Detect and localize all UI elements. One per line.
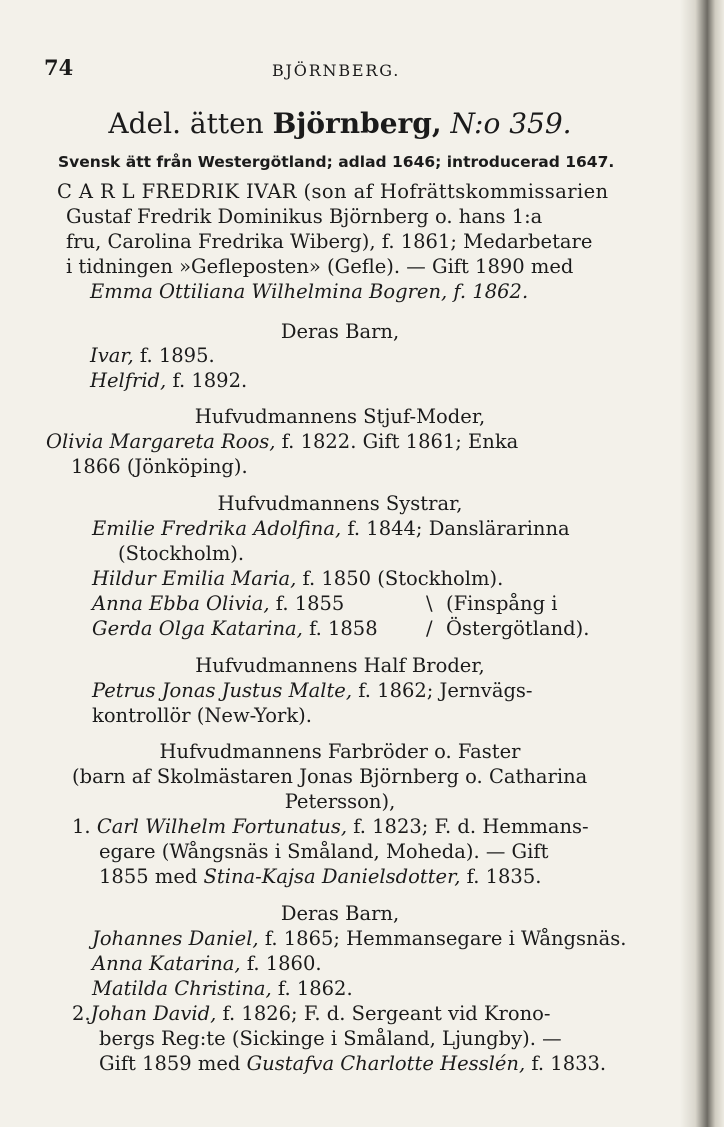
uncle-johan-line-1: [72, 1002, 551, 1026]
section-heading-half-brother: Hufvudmannens Half Broder,: [195, 654, 485, 677]
person-info: f. 1850 (Stockholm).: [296, 567, 504, 590]
person-info: f. 1823; F. d. Hemmans-: [347, 815, 589, 838]
entry-carl-line-4: i tidningen »Gefleposten» (Gefle). — Gift 1890 med: [66, 255, 574, 278]
entry-carl-line-2: Gustaf Fredrik Dominikus Björnberg o. hans 1:a: [66, 205, 543, 228]
person-name: Anna Ebba Olivia,: [92, 592, 270, 615]
uncles-subheading-2: Petersson),: [284, 790, 396, 813]
uncle-carl-line-1: [72, 815, 589, 839]
half-brother-line-2: kontrollör (New-York).: [92, 704, 312, 727]
person-name: Hildur Emilia Maria,: [92, 567, 297, 590]
sister-gerda: [92, 617, 378, 641]
section-heading-sisters: Hufvudmannens Systrar,: [217, 492, 463, 515]
uncle-johan-line-2: bergs Reg:te (Sickinge i Småland, Ljungby). —: [99, 1027, 562, 1050]
brace-bottom: /: [426, 617, 433, 640]
child-name: Anna Katarina,: [92, 952, 241, 975]
person-info: f. 1822. Gift 1861; Enka: [275, 430, 519, 453]
child-name: Helfrid,: [90, 369, 167, 392]
child-johannes: [92, 927, 626, 951]
child-birth: f. 1895.: [133, 344, 215, 367]
person-name: Emilie Fredrika Adolfina,: [92, 517, 342, 540]
section-heading-uncles: Hufvudmannens Farbröder o. Faster: [159, 740, 521, 763]
running-head: BJÖRNBERG.: [272, 61, 401, 80]
title-name: Björnberg,: [272, 107, 442, 140]
book-binding-edge: [680, 0, 724, 1127]
uncle-carl-line-2: egare (Wångsnäs i Småland, Moheda). — Gift: [99, 840, 549, 863]
sister-emilie-line-2: (Stockholm).: [118, 542, 245, 565]
uncles-subheading: (barn af Skolmästaren Jonas Björnberg o. Catharina: [72, 765, 588, 788]
entry-carl-line-1: C A R L FREDRIK IVAR (son af Hofrättskommissarien: [57, 180, 609, 203]
person-name: Petrus Jonas Justus Malte,: [92, 679, 353, 702]
person-info: f. 1844; Danslärarinna: [341, 517, 570, 540]
sister-emilie: [92, 517, 570, 541]
sister-hildur: [92, 567, 503, 591]
title-prefix: Adel. ätten: [108, 107, 273, 140]
sister-gerda-place: Östergötland).: [446, 617, 590, 640]
person-name: Olivia Margareta Roos,: [46, 430, 276, 453]
child-matilda: [92, 977, 353, 1001]
entry-carl-line-5: Emma Ottiliana Wilhelmina Bogren, f. 1862.: [90, 280, 529, 303]
person-name: Johan David,: [90, 1002, 217, 1025]
sister-anna: [92, 592, 344, 616]
person-info: f. 1833.: [525, 1052, 607, 1075]
child-name: Johannes Daniel,: [92, 927, 259, 950]
stepmother-line-2: 1866 (Jönköping).: [71, 455, 248, 478]
half-brother-line-1: [92, 679, 533, 703]
section-heading-children-2: Deras Barn,: [280, 902, 400, 925]
section-heading-stepmother: Hufvudmannens Stjuf-Moder,: [194, 405, 486, 428]
family-title: [0, 107, 680, 141]
person-name: Gustafva Charlotte Hesslén,: [246, 1052, 526, 1075]
person-info: f. 1855: [269, 592, 345, 615]
section-heading-children: Deras Barn,: [280, 320, 400, 343]
child-info: f. 1865; Hemmansegare i Wångsnäs.: [258, 927, 627, 950]
uncle-johan-line-3: [99, 1052, 606, 1076]
child-birth: f. 1892.: [166, 369, 248, 392]
entry-number: 1.: [72, 815, 91, 838]
sister-anna-place: (Finspång i: [446, 592, 558, 615]
entry-number: 2.: [72, 1002, 91, 1025]
child-anna: [92, 952, 322, 976]
text-part: Gift 1859 med: [99, 1052, 247, 1075]
child-ivar: [90, 344, 215, 368]
person-name: Gerda Olga Katarina,: [92, 617, 303, 640]
page-number: 74: [44, 55, 74, 80]
uncle-carl-line-3: [99, 865, 541, 889]
child-helfrid: [90, 369, 247, 393]
family-info: Svensk ätt från Westergötland; adlad 1646; introducerad 1647.: [58, 153, 615, 171]
child-name: Ivar,: [90, 344, 134, 367]
person-name: Stina-Kajsa Danielsdotter,: [203, 865, 461, 888]
person-info: f. 1826; F. d. Sergeant vid Krono-: [216, 1002, 551, 1025]
text-part: 1855 med: [99, 865, 204, 888]
person-name: Carl Wilhelm Fortunatus,: [96, 815, 348, 838]
entry-carl-line-3: fru, Carolina Fredrika Wiberg), f. 1861; Medarbetare: [66, 230, 593, 253]
person-info: f. 1835.: [460, 865, 542, 888]
child-name: Matilda Christina,: [92, 977, 272, 1000]
brace-top: \: [426, 592, 433, 615]
person-info: f. 1862; Jernvägs-: [352, 679, 533, 702]
person-info: f. 1858: [302, 617, 378, 640]
child-info: f. 1862.: [271, 977, 353, 1000]
child-info: f. 1860.: [240, 952, 322, 975]
title-number: N:o 359.: [450, 107, 572, 140]
stepmother-line-1: [46, 430, 518, 454]
